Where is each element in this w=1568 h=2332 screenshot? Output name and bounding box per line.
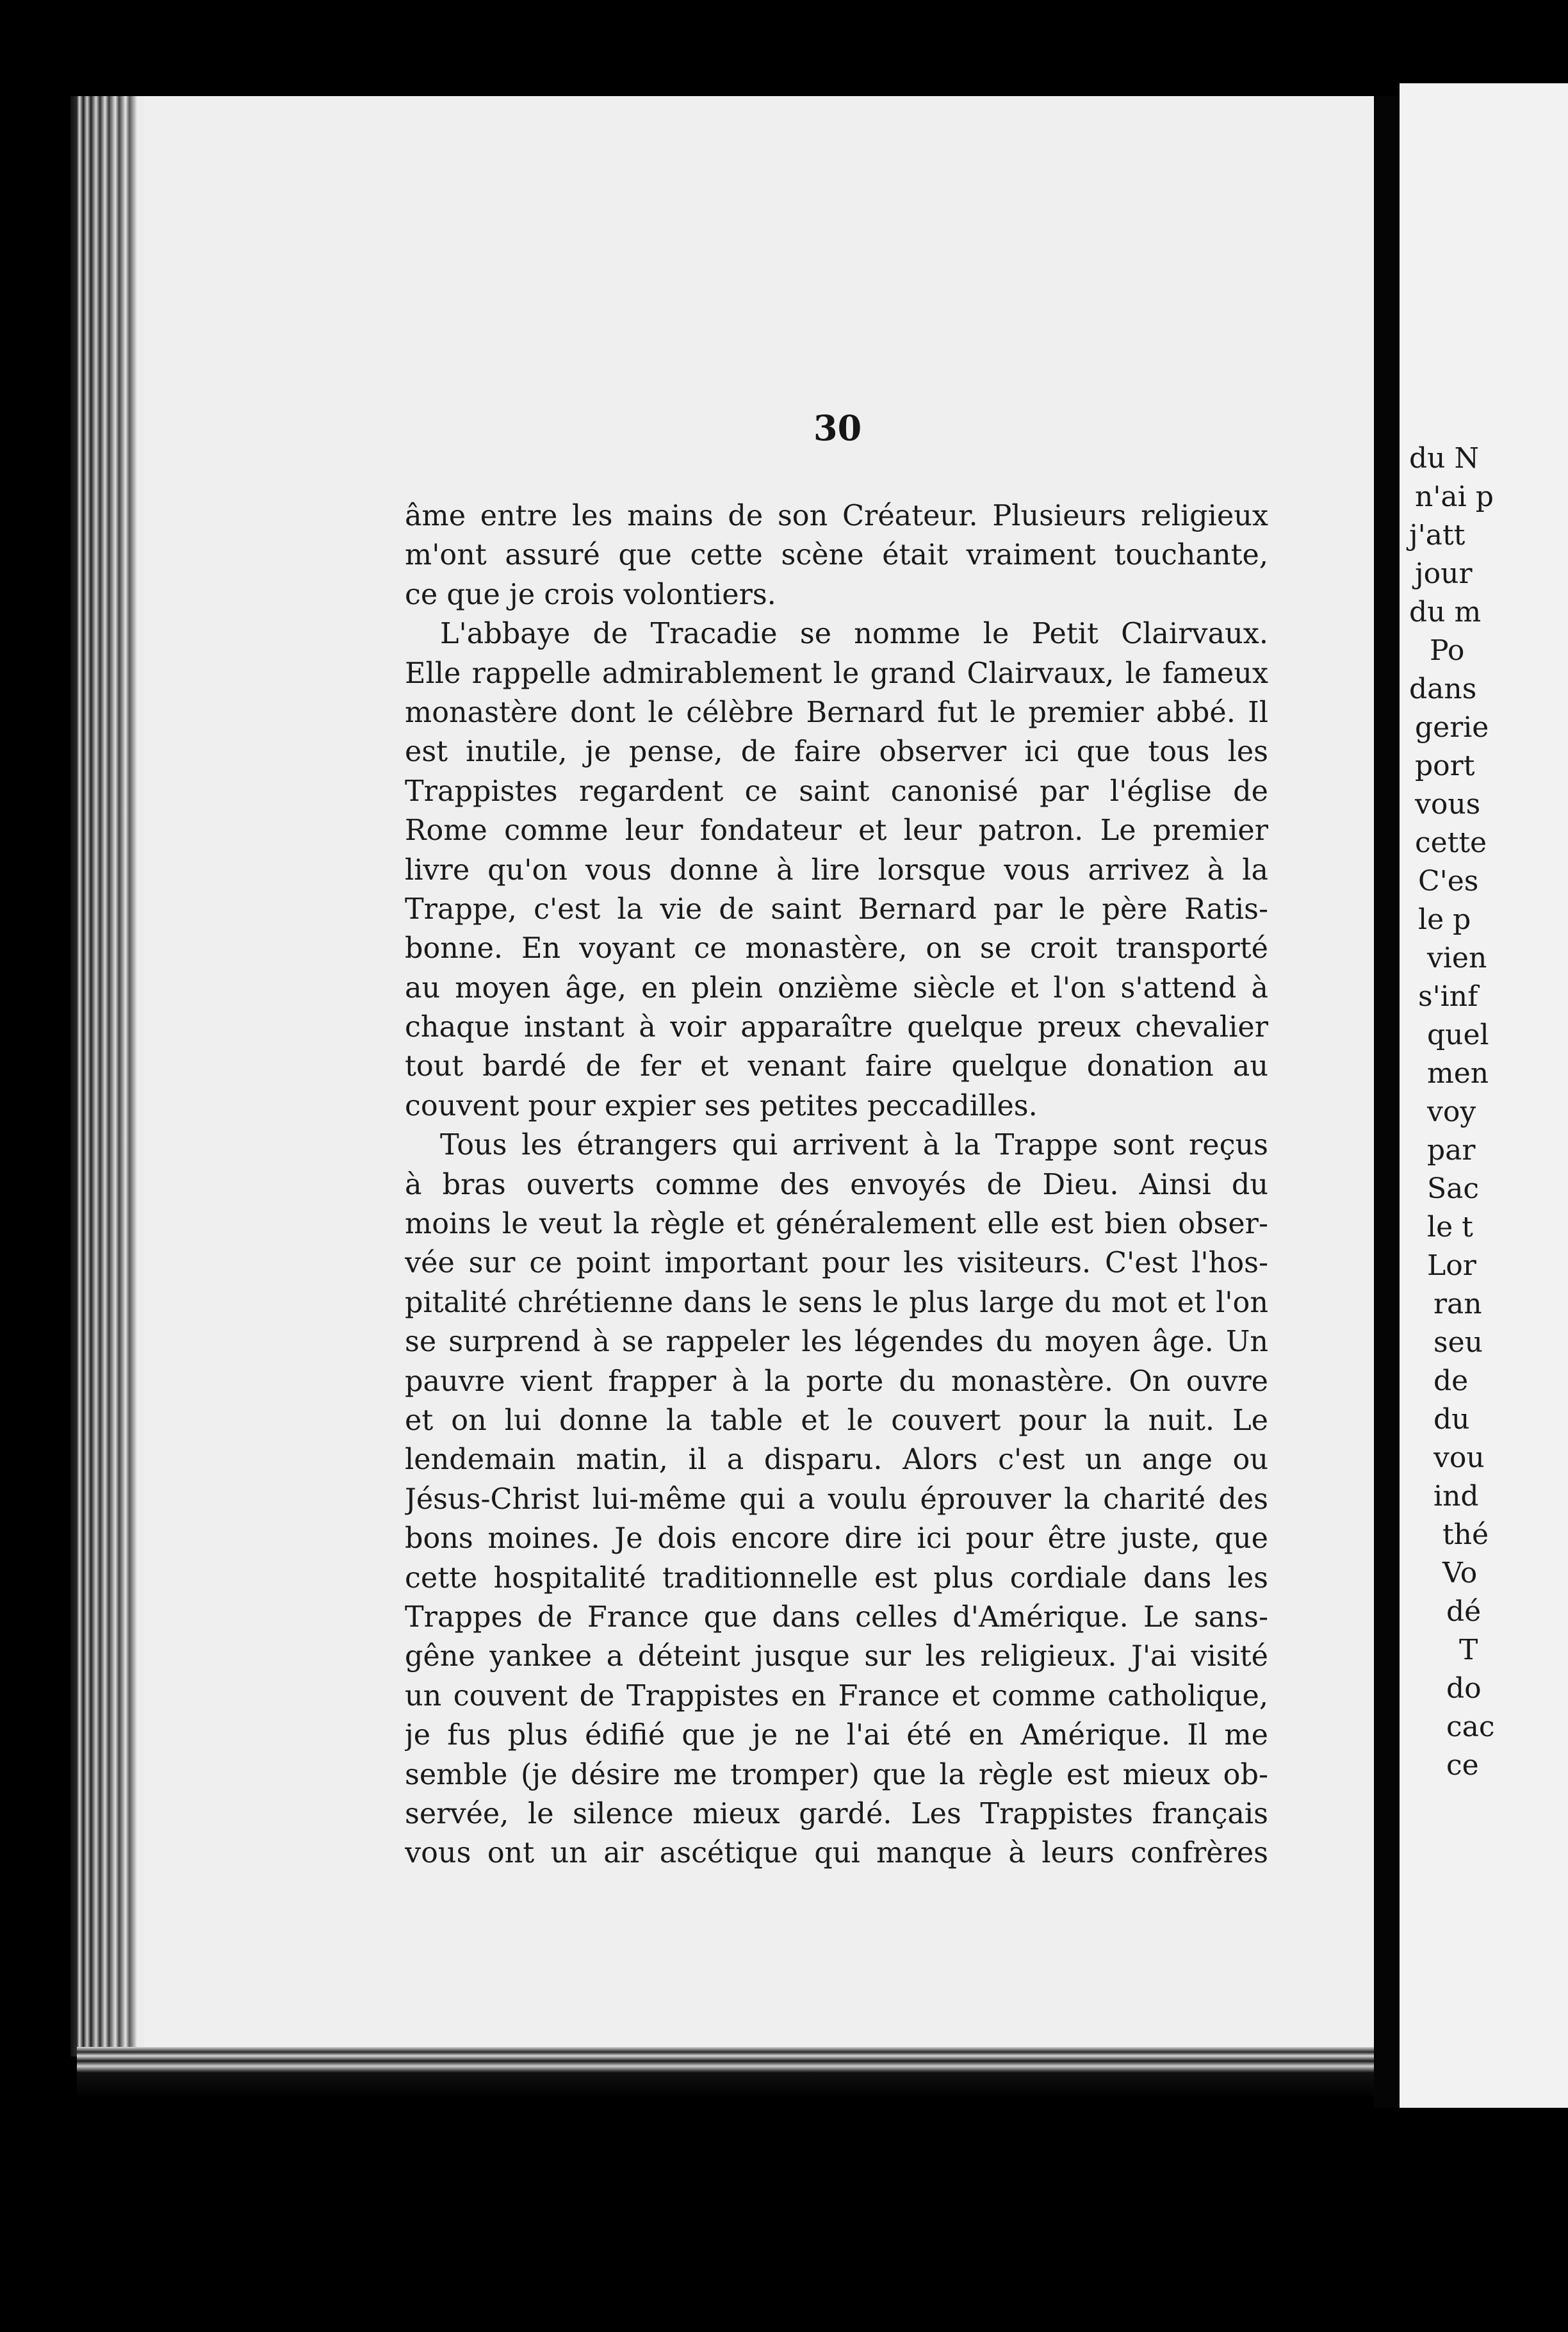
text-line: livre qu'on vous donne à lire lorsque vous arrivez à la <box>405 853 1268 887</box>
text-line: m'ont assuré que cette scène était vraiment touchante, <box>405 539 1268 572</box>
book-spine-edge <box>70 96 147 2057</box>
text-line: je fus plus édifié que je ne l'ai été en Amérique. Il me <box>405 1719 1268 1752</box>
facing-text-line: Po <box>1430 634 1465 667</box>
text-line: pitalité chrétienne dans le sens le plus large du mot et l'on <box>405 1286 1268 1319</box>
facing-text-line: par <box>1427 1134 1476 1167</box>
facing-text-line: dans <box>1409 673 1477 705</box>
text-line: bons moines. Je dois encore dire ici pour être juste, que <box>405 1522 1268 1556</box>
facing-text-line: ind <box>1433 1480 1479 1513</box>
facing-text-line: quel <box>1427 1019 1489 1051</box>
facing-text-line: cac <box>1446 1711 1495 1743</box>
facing-text-line: cette <box>1415 826 1487 859</box>
text-line: Elle rappelle admirablement le grand Clairvaux, le fameux <box>405 657 1268 690</box>
facing-text-line: thé <box>1442 1518 1489 1551</box>
text-line: monastère dont le célèbre Bernard fut le premier abbé. Il <box>405 696 1268 729</box>
text-line: Trappe, c'est la vie de saint Bernard par le père Ratis- <box>405 892 1268 926</box>
text-line: Trappistes regardent ce saint canonisé par l'église de <box>405 775 1268 808</box>
text-line: pauvre vient frapper à la porte du monastère. On ouvre <box>405 1365 1268 1398</box>
text-line: bonne. En voyant ce monastère, on se croit transporté <box>405 932 1268 965</box>
text-line: Trappes de France que dans celles d'Amérique. Le sans- <box>405 1600 1268 1634</box>
facing-text-line: du N <box>1409 442 1479 475</box>
text-line: chaque instant à voir apparaître quelque preux chevalier <box>405 1011 1268 1044</box>
page-bottom-edges <box>77 2047 1377 2098</box>
text-line: couvent pour expier ses petites peccadilles. <box>405 1089 1038 1122</box>
facing-text-line: ran <box>1433 1288 1482 1320</box>
text-line: et on lui donne la table et le couvert pour la nuit. Le <box>405 1404 1268 1437</box>
text-line: ce que je crois volontiers. <box>405 578 776 611</box>
text-line: âme entre les mains de son Créateur. Plusieurs religieux <box>405 500 1268 532</box>
text-line: se surprend à se rappeler les légendes du moyen âge. Un <box>405 1326 1268 1359</box>
text-line: servée, le silence mieux gardé. Les Trappistes français <box>405 1797 1268 1830</box>
facing-text-line: voy <box>1427 1096 1476 1128</box>
facing-text-line: dé <box>1446 1595 1482 1628</box>
facing-text-line: men <box>1427 1057 1489 1090</box>
facing-text-line: j'att <box>1409 519 1466 552</box>
text-line: Jésus-Christ lui-même qui a voulu éprouver la charité des <box>405 1482 1268 1516</box>
facing-text-line: port <box>1415 750 1475 782</box>
text-line: semble (je désire me tromper) que la règle est mieux ob- <box>405 1758 1268 1791</box>
facing-text-line: seu <box>1433 1326 1483 1359</box>
facing-text-line: Sac <box>1427 1172 1480 1205</box>
text-line: au moyen âge, en plein onzième siècle et l'on s'attend à <box>405 971 1268 1005</box>
facing-text-line: Lor <box>1427 1249 1476 1282</box>
facing-page <box>1400 83 1568 2108</box>
facing-text-line: do <box>1446 1672 1482 1705</box>
text-line: à bras ouverts comme des envoyés de Dieu. Ainsi du <box>405 1168 1268 1201</box>
facing-text-line: vou <box>1433 1441 1485 1474</box>
facing-text-line: vous <box>1415 788 1481 821</box>
text-line: Tous les étrangers qui arrivent à la Trappe sont reçus <box>440 1129 1268 1162</box>
text-line: cette hospitalité traditionnelle est plus cordiale dans les <box>405 1561 1268 1595</box>
facing-text-line: Vo <box>1442 1557 1478 1589</box>
text-line: tout bardé de fer et venant faire quelque donation au <box>405 1050 1268 1083</box>
facing-text-line: ce <box>1446 1749 1479 1782</box>
text-line: gêne yankee a déteint jusque sur les religieux. J'ai visité <box>405 1640 1268 1673</box>
facing-text-line: du <box>1433 1403 1470 1436</box>
facing-text-line: de <box>1433 1365 1469 1397</box>
page-body-text <box>405 497 1268 1873</box>
facing-text-line: n'ai p <box>1415 480 1494 513</box>
text-line: L'abbaye de Tracadie se nomme le Petit Clairvaux. <box>440 618 1268 651</box>
facing-text-line: C'es <box>1418 865 1479 898</box>
facing-text-line: le p <box>1418 903 1471 936</box>
text-line: Rome comme leur fondateur et leur patron. Le premier <box>405 814 1268 848</box>
text-line: moins le veut la règle et généralement elle est bien obser- <box>405 1208 1268 1241</box>
facing-text-line: T <box>1459 1634 1478 1666</box>
text-line: vée sur ce point important pour les visiteurs. C'est l'hos- <box>405 1247 1268 1280</box>
facing-text-line: gerie <box>1415 711 1489 744</box>
facing-text-line: le t <box>1427 1211 1473 1244</box>
text-line: un couvent de Trappistes en France et comme catholique, <box>405 1679 1268 1712</box>
text-line: vous ont un air ascétique qui manque à leurs confrères <box>405 1837 1268 1870</box>
book-gutter <box>1374 96 1400 2108</box>
text-line: est inutile, je pense, de faire observer ici que tous les <box>405 735 1268 769</box>
facing-text-line: du m <box>1409 596 1482 628</box>
facing-text-line: jour <box>1415 557 1473 590</box>
text-line: lendemain matin, il a disparu. Alors c'est un ange ou <box>405 1443 1268 1477</box>
facing-text-line: s'inf <box>1418 980 1478 1013</box>
page-number: 30 <box>813 407 862 448</box>
facing-text-line: vien <box>1427 942 1487 974</box>
